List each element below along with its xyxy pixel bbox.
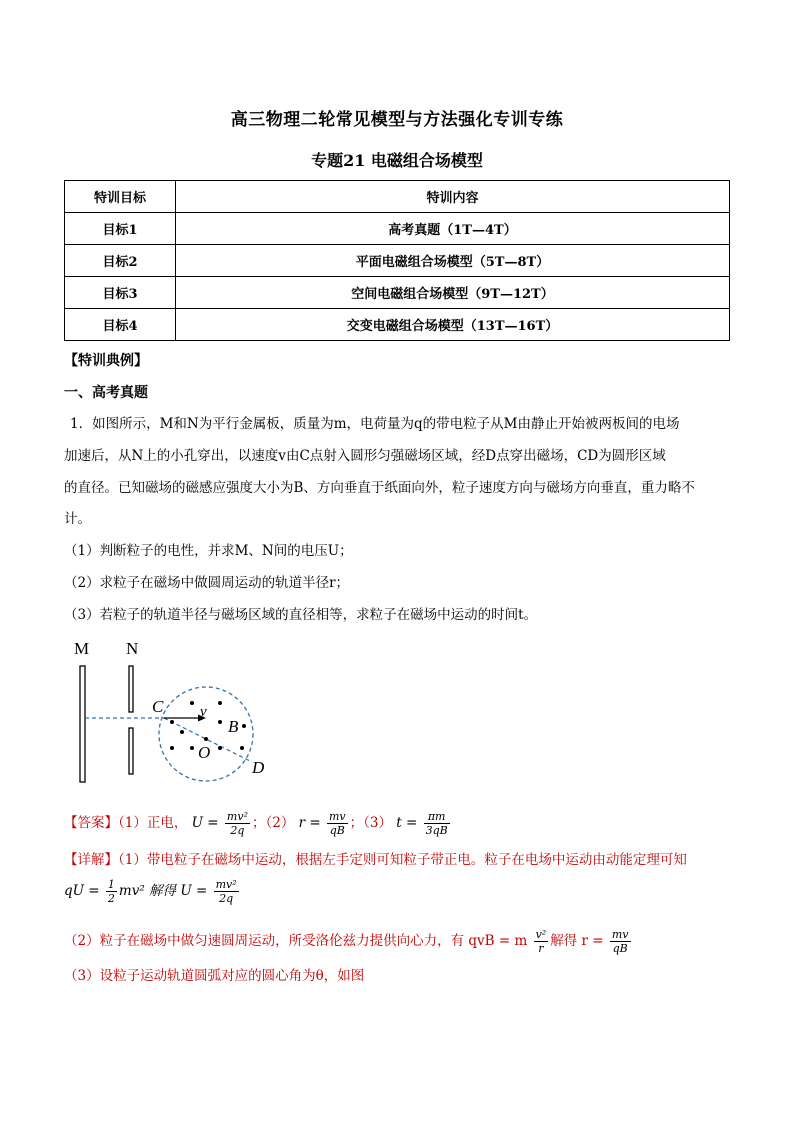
table-cell: 目标2 (65, 245, 176, 277)
numerator: v² (535, 928, 547, 941)
separator: ； (349, 815, 364, 831)
table-row (65, 245, 730, 277)
answer-part-3: （3） (363, 815, 392, 831)
question-3: （3）若粒子的轨道半径与磁场区域的直径相等，求粒子在磁场中运动的时间t。 (64, 607, 538, 623)
separator: ； (251, 815, 266, 831)
problem-line: 1．如图所示，M和N为平行金属板，质量为m，电荷量为q的带电粒子从M由静止开始被两板间的电场 (70, 416, 680, 432)
problem-line: 的直径。已知磁场的磁感应强度大小为B、方向垂直于纸面向外，粒子速度方向与磁场方向垂直，重力略不 (64, 480, 695, 496)
table-cell: 目标3 (65, 277, 176, 309)
detail-tag: 【详解】 (64, 852, 118, 868)
plate-n-lower (129, 728, 133, 774)
label-o: O (198, 743, 211, 762)
answer-eq-r: r = (298, 815, 321, 831)
denominator: 2q (230, 824, 245, 837)
table-cell: 目标1 (65, 213, 176, 245)
fraction (424, 810, 450, 837)
fraction (106, 878, 117, 905)
label-c: C (152, 697, 164, 716)
question-2: （2）求粒子在磁场中做圆周运动的轨道半径r； (64, 575, 350, 591)
plate-n-upper (129, 666, 133, 712)
table-cell: 交变电磁组合场模型（13T—16T） (176, 309, 730, 341)
detail-line-3: （3）设粒子运动轨道圆弧对应的圆心角为θ，如图 (64, 968, 365, 984)
answer-part-2: （2） (265, 815, 295, 831)
answer-part-1: （1）正电， (118, 815, 188, 831)
magnetic-field-region (159, 687, 253, 781)
equation-text: qU = (64, 883, 100, 899)
question-1: （1）判断粒子的电性，并求M、N间的电压U； (64, 543, 353, 559)
detail-text: （2）粒子在磁场中做匀速圆周运动，所受洛伦兹力提供向心力，有 qvB = m (64, 933, 528, 949)
denominator: qB (329, 824, 345, 837)
table-header-row (65, 181, 730, 213)
problem-line: 计。 (64, 511, 91, 527)
physics-figure (60, 630, 280, 790)
fraction (327, 810, 348, 837)
numerator: mv (328, 810, 346, 823)
table-cell: 空间电磁组合场模型（9T—12T） (176, 277, 730, 309)
detail-text: （1）带电粒子在磁场中运动，根据左手定则可知粒子带正电。粒子在电场中运动由动能定理可知 (118, 852, 687, 868)
numerator: mv (611, 928, 629, 941)
label-m: M (74, 639, 90, 658)
section-examples: 【特训典例】 (64, 353, 148, 369)
table-header-cell: 特训目标 (65, 181, 176, 213)
denominator: 2q (219, 892, 234, 905)
numerator: mv² (226, 810, 248, 823)
table-row (65, 277, 730, 309)
plate-m (80, 666, 85, 782)
table-cell: 高考真题（1T—4T） (176, 213, 730, 245)
detail-line-1b (64, 878, 724, 905)
problem-line: 加速后，从N上的小孔穿出，以速度v由C点射入圆形匀强磁场区域，经D点穿出磁场，CD为圆形区域 (64, 448, 666, 464)
section-gaokao: 一、高考真题 (64, 385, 148, 401)
numerator: 1 (107, 878, 115, 891)
answer-tag: 【答案】 (64, 815, 118, 831)
answer-eq-u: U = (191, 815, 219, 831)
detail-line-1 (64, 850, 724, 870)
label-d: D (252, 758, 265, 777)
fraction (214, 878, 239, 905)
table-header-cell: 特训内容 (176, 181, 730, 213)
document-subtitle: 专题21 电磁组合场模型 (311, 151, 483, 170)
answer-line (64, 810, 724, 837)
fraction (610, 928, 631, 955)
numerator: πm (424, 810, 450, 824)
document-title: 高三物理二轮常见模型与方法强化专训专练 (230, 110, 564, 130)
fraction (534, 928, 549, 955)
denominator: 2 (107, 892, 115, 905)
detail-line-2 (64, 928, 724, 955)
table-cell: 平面电磁组合场模型（5T—8T） (176, 245, 730, 277)
training-table (64, 180, 730, 341)
equation-text: mv² 解得 U = (118, 883, 208, 899)
denominator: 3qB (425, 824, 448, 837)
denominator: r (538, 942, 544, 955)
table-row (65, 213, 730, 245)
denominator: qB (612, 942, 628, 955)
table-cell: 目标4 (65, 309, 176, 341)
label-n: N (126, 639, 139, 658)
label-b: B (228, 717, 239, 736)
answer-eq-t: t = (396, 815, 418, 831)
numerator: mv² (215, 878, 237, 891)
detail-text: 解得 r = (550, 933, 604, 949)
fraction (225, 810, 250, 837)
table-row (65, 309, 730, 341)
label-v: v (200, 704, 207, 720)
